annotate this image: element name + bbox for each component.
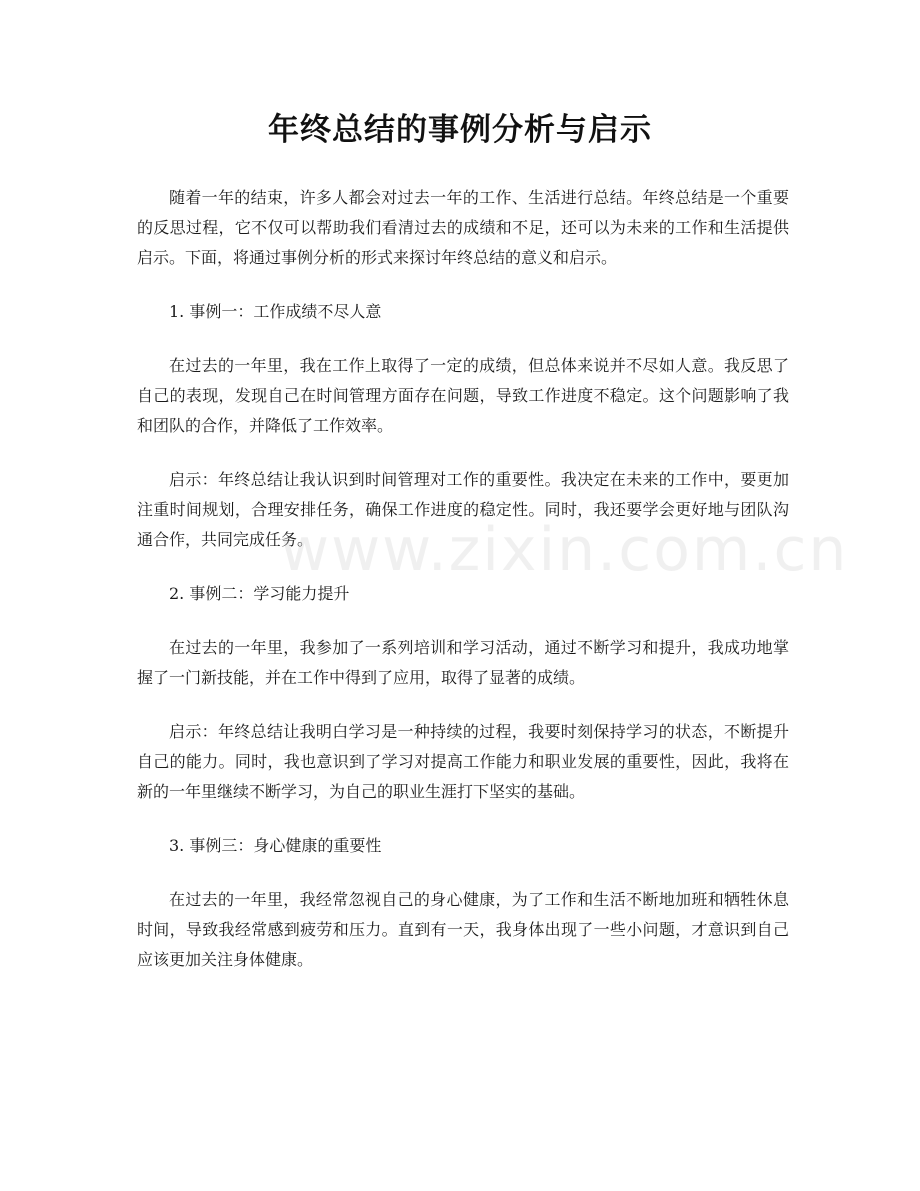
case2-paragraph: 在过去的一年里，我参加了一系列培训和学习活动，通过不断学习和提升，我成功地掌握了一门新技能，并在工作中得到了应用，取得了显著的成绩。 [137, 638, 789, 687]
document-body [137, 183, 849, 999]
case1-insight-paragraph: 启示：年终总结让我认识到时间管理对工作的重要性。我决定在未来的工作中，要更加注重时间规划，合理安排任务，确保工作进度的稳定性。同时，我还要学会更好地与团队沟通合作，共同完成任务。 [137, 470, 789, 549]
section-heading-2: 2. 事例二：学习能力提升 [169, 584, 350, 603]
case3-paragraph: 在过去的一年里，我经常忽视自己的身心健康，为了工作和生活不断地加班和牺牲休息时间，导致我经常感到疲劳和压力。直到有一天，我身体出现了一些小问题，才意识到自己应该更加关注身体健康。 [137, 890, 789, 969]
case1-paragraph: 在过去的一年里，我在工作上取得了一定的成绩，但总体来说并不尽如人意。我反思了自己的表现，发现自己在时间管理方面存在问题，导致工作进度不稳定。这个问题影响了我和团队的合作，并降低了工作效率。 [137, 356, 789, 435]
intro-paragraph: 随着一年的结束，许多人都会对过去一年的工作、生活进行总结。年终总结是一个重要的反思过程，它不仅可以帮助我们看清过去的成绩和不足，还可以为未来的工作和生活提供启示。下面，将通过事例分析的形式来探讨年终总结的意义和启示。 [137, 188, 789, 267]
section-heading-1: 1. 事例一：工作成绩不尽人意 [169, 302, 382, 321]
section-heading-3: 3. 事例三：身心健康的重要性 [169, 836, 382, 855]
case2-insight-paragraph: 启示：年终总结让我明白学习是一种持续的过程，我要时刻保持学习的状态，不断提升自己的能力。同时，我也意识到了学习对提高工作能力和职业发展的重要性，因此，我将在新的一年里继续不断学习，为自己的职业生涯打下坚实的基础。 [137, 722, 789, 801]
watermark-text: www.zixin.com.cn [280, 515, 849, 585]
document-title: 年终总结的事例分析与启示 [268, 112, 652, 148]
